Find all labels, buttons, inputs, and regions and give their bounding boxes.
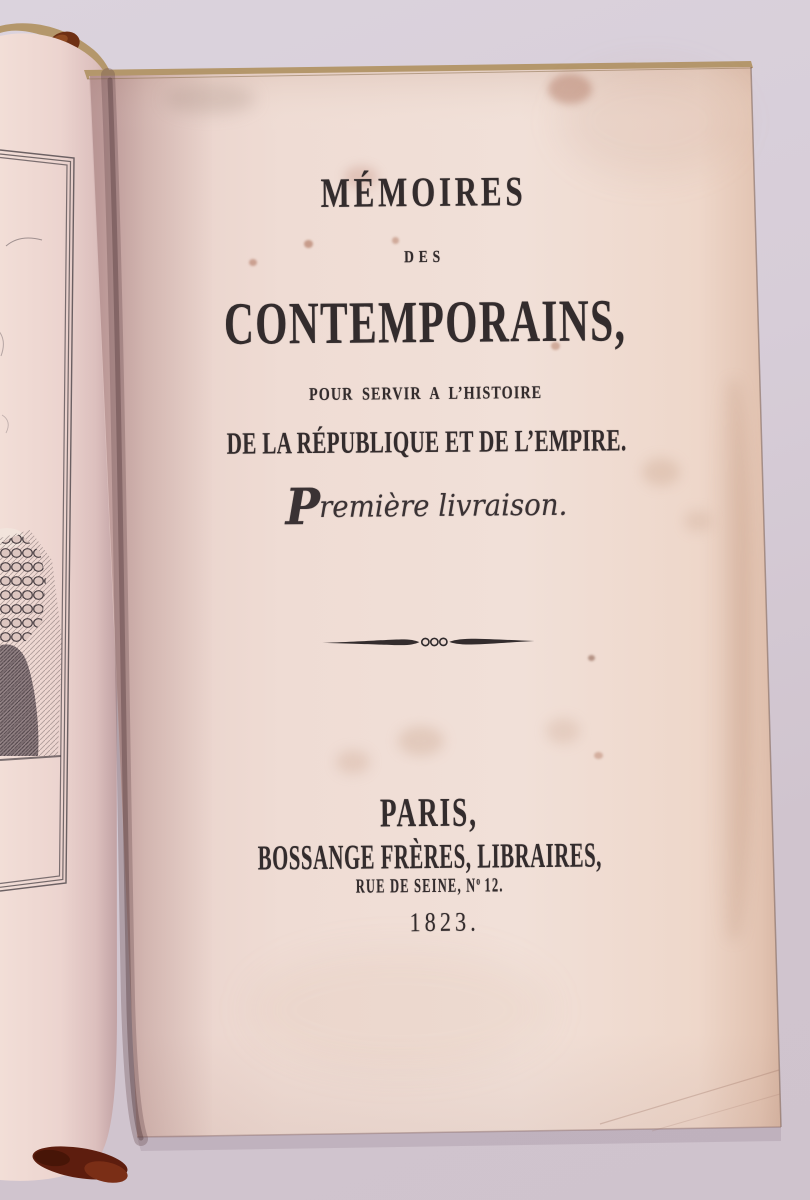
title-memoires: MÉMOIRES xyxy=(320,169,528,217)
tapered-rule-ornament-icon xyxy=(320,633,536,651)
imprint-address: RUE DE SEINE, $N^o$ 12. xyxy=(355,873,505,898)
section-divider xyxy=(100,631,755,657)
book-title-line-3 xyxy=(97,289,752,355)
imprint-city: PARIS, xyxy=(380,788,479,836)
edition-statement xyxy=(99,476,754,537)
edition-rest: remière livraison. xyxy=(319,487,568,525)
subtitle-line-2: DE LA RÉPUBLIQUE ET DE L’EMPIRE. xyxy=(226,422,627,461)
subtitle-line-1: POUR SERVIR A L’HISTOIRE xyxy=(309,382,543,405)
imprint-publisher: BOSSANGE FRÈRES, LIBRAIRES, xyxy=(257,835,602,878)
ordinal-superscript: o xyxy=(476,873,481,888)
title-contemporains: CONTEMPORAINS, xyxy=(223,287,627,357)
book-title-line-2 xyxy=(97,245,752,268)
edition-initial: P xyxy=(285,476,321,537)
book-title-line-1 xyxy=(96,169,751,217)
imprint-year: 1823. xyxy=(409,906,480,938)
title-des: DES xyxy=(403,246,446,267)
